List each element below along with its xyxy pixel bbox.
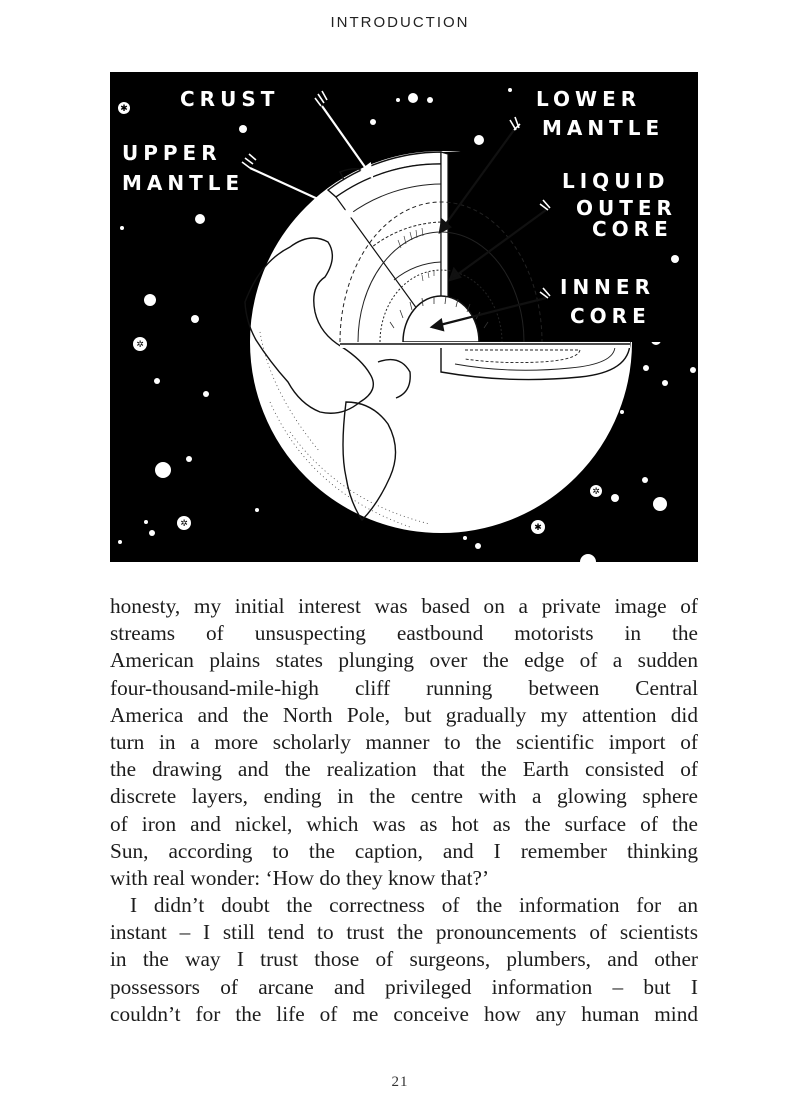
label-upper-mantle-line2: MANTLE bbox=[122, 171, 245, 195]
label-lower-mantle-line1: LOWER bbox=[536, 87, 642, 111]
text-line: of iron and nickel, which was as hot as the surface of the bbox=[110, 811, 698, 836]
text-line: America and the North Pole, but gradually my attention did bbox=[110, 702, 698, 727]
label-lower-mantle-line2: MANTLE bbox=[542, 116, 665, 140]
page-number: 21 bbox=[391, 1074, 409, 1090]
label-upper-mantle-line1: UPPER bbox=[122, 141, 222, 165]
text-line: four-thousand-mile-high cliff running between Central bbox=[110, 675, 698, 700]
text-line: streams of unsuspecting eastbound motorists in the bbox=[110, 621, 698, 646]
text-line: turn in a more scholarly manner to the scientific import of bbox=[110, 729, 698, 754]
svg-text:✱: ✱ bbox=[120, 104, 128, 114]
body-text bbox=[110, 593, 698, 1028]
text-line: Sun, according to the caption, and I remember thinking bbox=[110, 838, 698, 863]
earth-layers-illustration bbox=[110, 72, 698, 562]
svg-text:✲: ✲ bbox=[180, 519, 188, 529]
text-line: in the way I trust those of surgeons, plumbers, and other bbox=[110, 947, 698, 972]
label-outer-core-line2: OUTER bbox=[576, 196, 677, 220]
label-crust: CRUST bbox=[180, 87, 280, 111]
label-inner-core-line1: INNER bbox=[560, 275, 655, 299]
text-line: I didn’t doubt the correctness of the information for an bbox=[130, 893, 698, 918]
svg-text:✱: ✱ bbox=[534, 523, 542, 533]
svg-text:✲: ✲ bbox=[592, 487, 600, 497]
text-line: American plains states plunging over the edge of a sudden bbox=[110, 648, 698, 673]
text-line: discrete layers, ending in the centre with a glowing sphere bbox=[110, 784, 698, 809]
label-inner-core-line2: CORE bbox=[570, 304, 651, 328]
text-line: possessors of arcane and privileged information – but I bbox=[110, 974, 698, 999]
text-line: honesty, my initial interest was based on a private image of bbox=[110, 594, 698, 618]
text-line: with real wonder: ‘How do they know that?’ bbox=[110, 865, 490, 890]
label-outer-core-line1: LIQUID bbox=[562, 169, 670, 193]
label-outer-core-line3: CORE bbox=[592, 217, 673, 241]
running-head: INTRODUCTION bbox=[330, 14, 470, 31]
svg-text:✲: ✲ bbox=[136, 340, 144, 350]
text-line: couldn’t for the life of me conceive how any human mind bbox=[110, 1001, 698, 1026]
text-line: instant – I still tend to trust the pronouncements of scientists bbox=[110, 920, 698, 945]
text-line: the drawing and the realization that the Earth consisted of bbox=[110, 757, 698, 782]
